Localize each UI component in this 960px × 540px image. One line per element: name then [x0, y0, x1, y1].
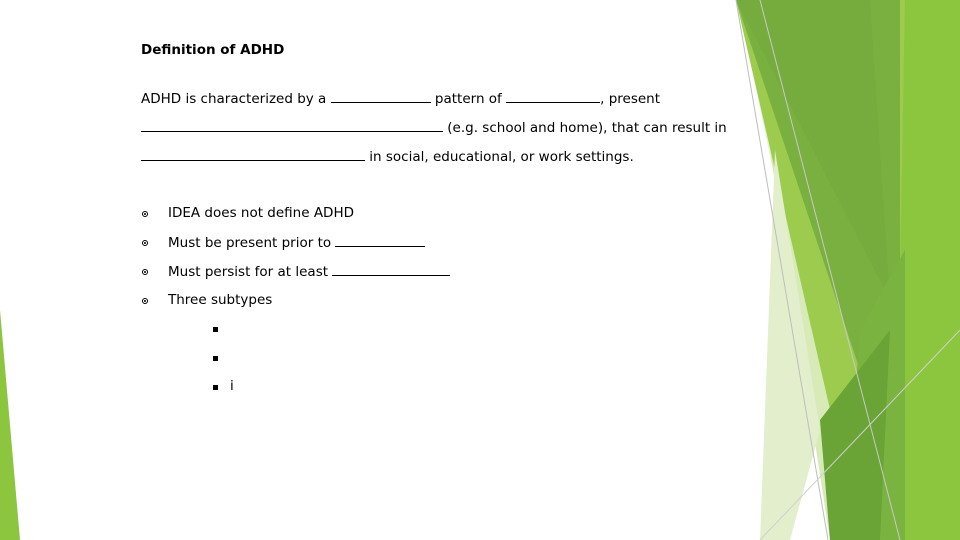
- definition-line-3: [141, 148, 634, 165]
- bullet-dot-icon: [142, 240, 148, 246]
- square-bullet-icon: [213, 327, 218, 332]
- bullet-dot-icon: [142, 211, 148, 217]
- definition-text-2a: (e.g. school and home), that can result in: [443, 120, 727, 136]
- bullet-text: [168, 234, 425, 251]
- definition-line-2: [141, 119, 727, 136]
- bullet-text: [168, 263, 450, 280]
- blank-1: [331, 90, 431, 103]
- square-bullet-icon: [213, 385, 218, 390]
- blank-4: [141, 148, 365, 161]
- definition-line-1: [141, 90, 660, 107]
- bullet-dot-icon: [142, 298, 148, 304]
- blank-3: [141, 119, 443, 132]
- definition-text-3a: in social, educational, or work settings.: [365, 149, 634, 165]
- bullet-text-content: Must be present prior to: [168, 235, 336, 251]
- subtype-text: i: [230, 378, 234, 394]
- blank-5: [335, 234, 425, 247]
- definition-text-1b: pattern of: [430, 91, 507, 107]
- slide-title: Definition of ADHD: [141, 42, 285, 58]
- blank-6: [332, 263, 450, 276]
- blank-2: [506, 90, 600, 103]
- bullet-text: IDEA does not define ADHD: [168, 205, 355, 221]
- bullet-text: Three subtypes: [168, 292, 273, 308]
- left-green-sliver: [0, 310, 20, 540]
- square-bullet-icon: [213, 356, 218, 361]
- definition-text-1a: ADHD is characterized by a: [141, 91, 331, 107]
- bullet-text-content: Must persist for at least: [168, 264, 333, 280]
- bullet-dot-icon: [142, 269, 148, 275]
- definition-text-1c: , present: [600, 91, 661, 107]
